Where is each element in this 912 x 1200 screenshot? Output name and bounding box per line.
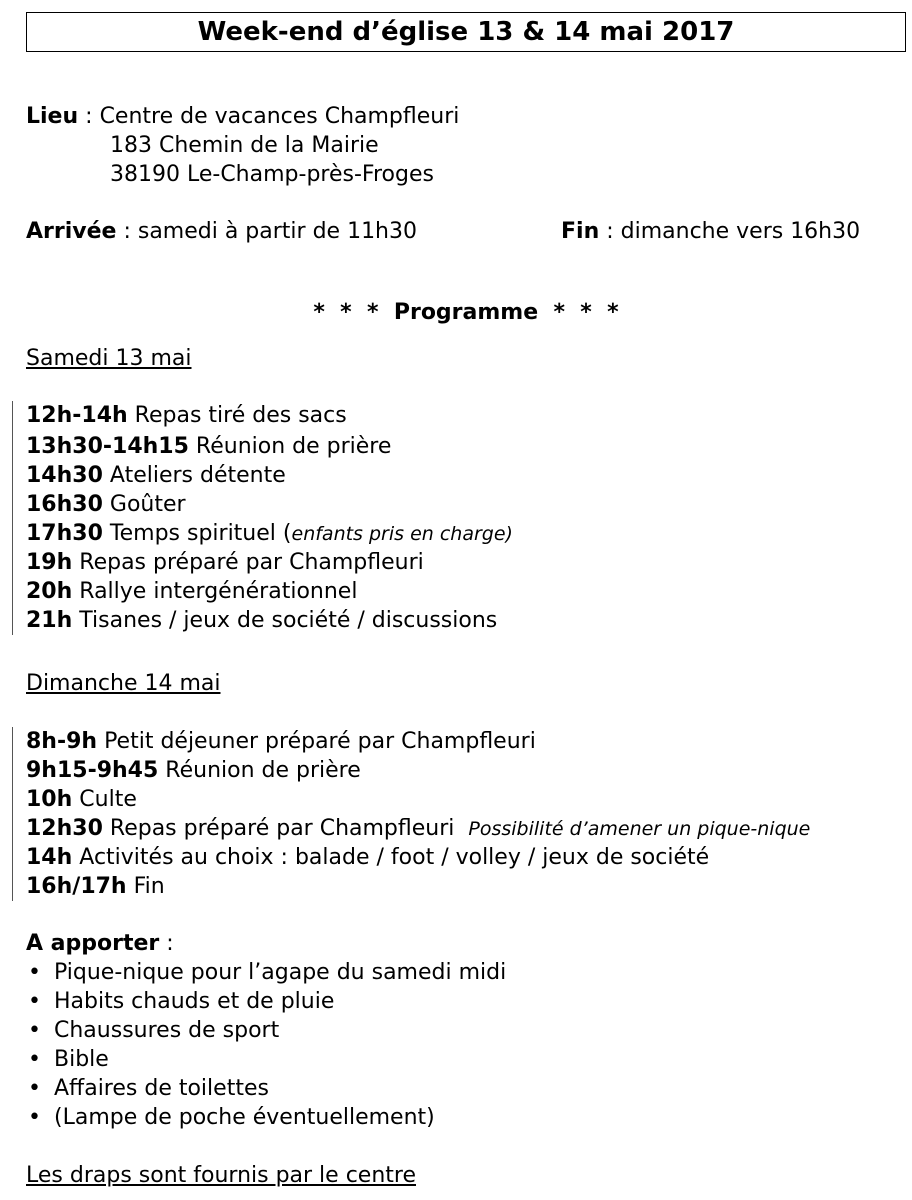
schedule-item bbox=[26, 785, 906, 814]
bullet-icon: • bbox=[28, 1018, 41, 1043]
schedule-text: Petit déjeuner préparé par Champfleuri bbox=[97, 729, 536, 754]
list-item bbox=[26, 1103, 906, 1132]
footer-note: Les draps sont fournis par le centre bbox=[26, 1163, 416, 1188]
schedule-time: 20h bbox=[26, 579, 73, 604]
fin-label: Fin bbox=[561, 219, 600, 244]
lieu-label: Lieu bbox=[26, 104, 79, 129]
apporter-suffix: : bbox=[159, 931, 174, 956]
schedule-text: Culte bbox=[72, 787, 137, 812]
schedule-time: 8h-9h bbox=[26, 729, 98, 754]
schedule-item bbox=[26, 843, 906, 872]
arrivee-info bbox=[26, 219, 417, 244]
apporter-section bbox=[26, 929, 906, 1132]
schedule-item bbox=[26, 490, 906, 519]
schedule-item bbox=[26, 461, 906, 490]
schedule-time: 9h15-9h45 bbox=[26, 758, 159, 783]
schedule-time: 13h30-14h15 bbox=[26, 434, 189, 459]
schedule-text: Repas tiré des sacs bbox=[127, 403, 347, 428]
schedule-text: Ateliers détente bbox=[102, 463, 286, 488]
schedule-time: 14h bbox=[26, 845, 73, 870]
samedi-heading: Samedi 13 mai bbox=[26, 346, 192, 371]
lieu-line-1 bbox=[26, 102, 906, 131]
list-item-text: (Lampe de poche éventuellement) bbox=[54, 1105, 435, 1130]
list-item-text: Habits chauds et de pluie bbox=[54, 989, 335, 1014]
page-title: Week-end d’église 13 & 14 mai 2017 bbox=[26, 12, 906, 52]
list-item-text: Pique-nique pour l’agape du samedi midi bbox=[54, 960, 507, 985]
lieu-address-line: Centre de vacances Champfleuri bbox=[99, 104, 460, 129]
schedule-time: 12h-14h bbox=[26, 403, 128, 428]
schedule-text: Repas préparé par Champfleuri bbox=[102, 816, 455, 841]
schedule-item bbox=[26, 872, 906, 901]
list-item-text: Affaires de toilettes bbox=[54, 1076, 269, 1101]
schedule-item bbox=[26, 548, 906, 577]
schedule-item bbox=[26, 814, 906, 843]
lieu-line-2: 183 Chemin de la Mairie bbox=[110, 133, 379, 158]
schedule-text: Réunion de prière bbox=[188, 434, 392, 459]
schedule-text: Réunion de prière bbox=[158, 758, 361, 783]
schedule-item bbox=[26, 606, 906, 635]
apporter-heading bbox=[26, 929, 906, 958]
schedule-bar bbox=[12, 401, 13, 635]
apporter-list bbox=[26, 958, 906, 1132]
lieu-line-3: 38190 Le-Champ-près-Froges bbox=[110, 162, 434, 187]
bullet-icon: • bbox=[28, 989, 41, 1014]
programme-label: Programme bbox=[393, 300, 539, 325]
schedule-time: 16h/17h bbox=[26, 874, 127, 899]
schedule-time: 17h30 bbox=[26, 521, 103, 546]
dimanche-heading: Dimanche 14 mai bbox=[26, 671, 221, 696]
schedule-note: Possibilité d’amener un pique-nique bbox=[468, 818, 811, 840]
schedule-time: 12h30 bbox=[26, 816, 103, 841]
schedule-time: 21h bbox=[26, 608, 73, 633]
samedi-schedule bbox=[26, 401, 906, 635]
programme-stars-right: * * * bbox=[538, 300, 619, 325]
list-item bbox=[26, 1074, 906, 1103]
schedule-text: Activités au choix : balade / foot / volley / jeux de société bbox=[72, 845, 710, 870]
bullet-icon: • bbox=[28, 1105, 41, 1130]
bullet-icon: • bbox=[28, 960, 41, 985]
lieu-separator: : bbox=[78, 104, 100, 129]
bullet-icon: • bbox=[28, 1076, 41, 1101]
list-item bbox=[26, 958, 906, 987]
fin-value: : dimanche vers 16h30 bbox=[599, 219, 861, 244]
programme-heading bbox=[26, 298, 906, 327]
schedule-text: Goûter bbox=[102, 492, 186, 517]
schedule-time: 19h bbox=[26, 550, 73, 575]
fin-info bbox=[561, 217, 860, 246]
schedule-bar bbox=[12, 727, 13, 901]
apporter-label: A apporter bbox=[26, 931, 160, 956]
schedule-text: Temps spirituel bbox=[102, 521, 283, 546]
schedule-item bbox=[26, 756, 906, 785]
bullet-icon: • bbox=[28, 1047, 41, 1072]
list-item bbox=[26, 1016, 906, 1045]
list-item bbox=[26, 987, 906, 1016]
schedule-text: Repas préparé par Champfleuri bbox=[72, 550, 424, 575]
arrivee-label: Arrivée bbox=[26, 219, 117, 244]
schedule-item bbox=[26, 727, 906, 756]
schedule-note-paren: ( bbox=[282, 521, 292, 546]
schedule-text: Tisanes / jeux de société / discussions bbox=[72, 608, 498, 633]
dimanche-schedule bbox=[26, 727, 906, 901]
schedule-item bbox=[26, 519, 906, 548]
schedule-note: enfants pris en charge) bbox=[291, 523, 513, 545]
arrivee-value: : samedi à partir de 11h30 bbox=[116, 219, 417, 244]
schedule-text: Rallye intergénérationnel bbox=[72, 579, 358, 604]
schedule-item bbox=[26, 401, 906, 432]
programme-stars-left: * * * bbox=[313, 300, 394, 325]
list-item-text: Bible bbox=[54, 1047, 109, 1072]
lieu-section bbox=[26, 102, 906, 189]
list-item-text: Chaussures de sport bbox=[54, 1018, 280, 1043]
schedule-time: 16h30 bbox=[26, 492, 103, 517]
schedule-item bbox=[26, 577, 906, 606]
document-page bbox=[26, 12, 906, 1190]
schedule-time: 10h bbox=[26, 787, 73, 812]
list-item bbox=[26, 1045, 906, 1074]
schedule-text: Fin bbox=[126, 874, 165, 899]
schedule-item bbox=[26, 432, 906, 461]
schedule-time: 14h30 bbox=[26, 463, 103, 488]
arrival-end-row bbox=[26, 217, 906, 246]
